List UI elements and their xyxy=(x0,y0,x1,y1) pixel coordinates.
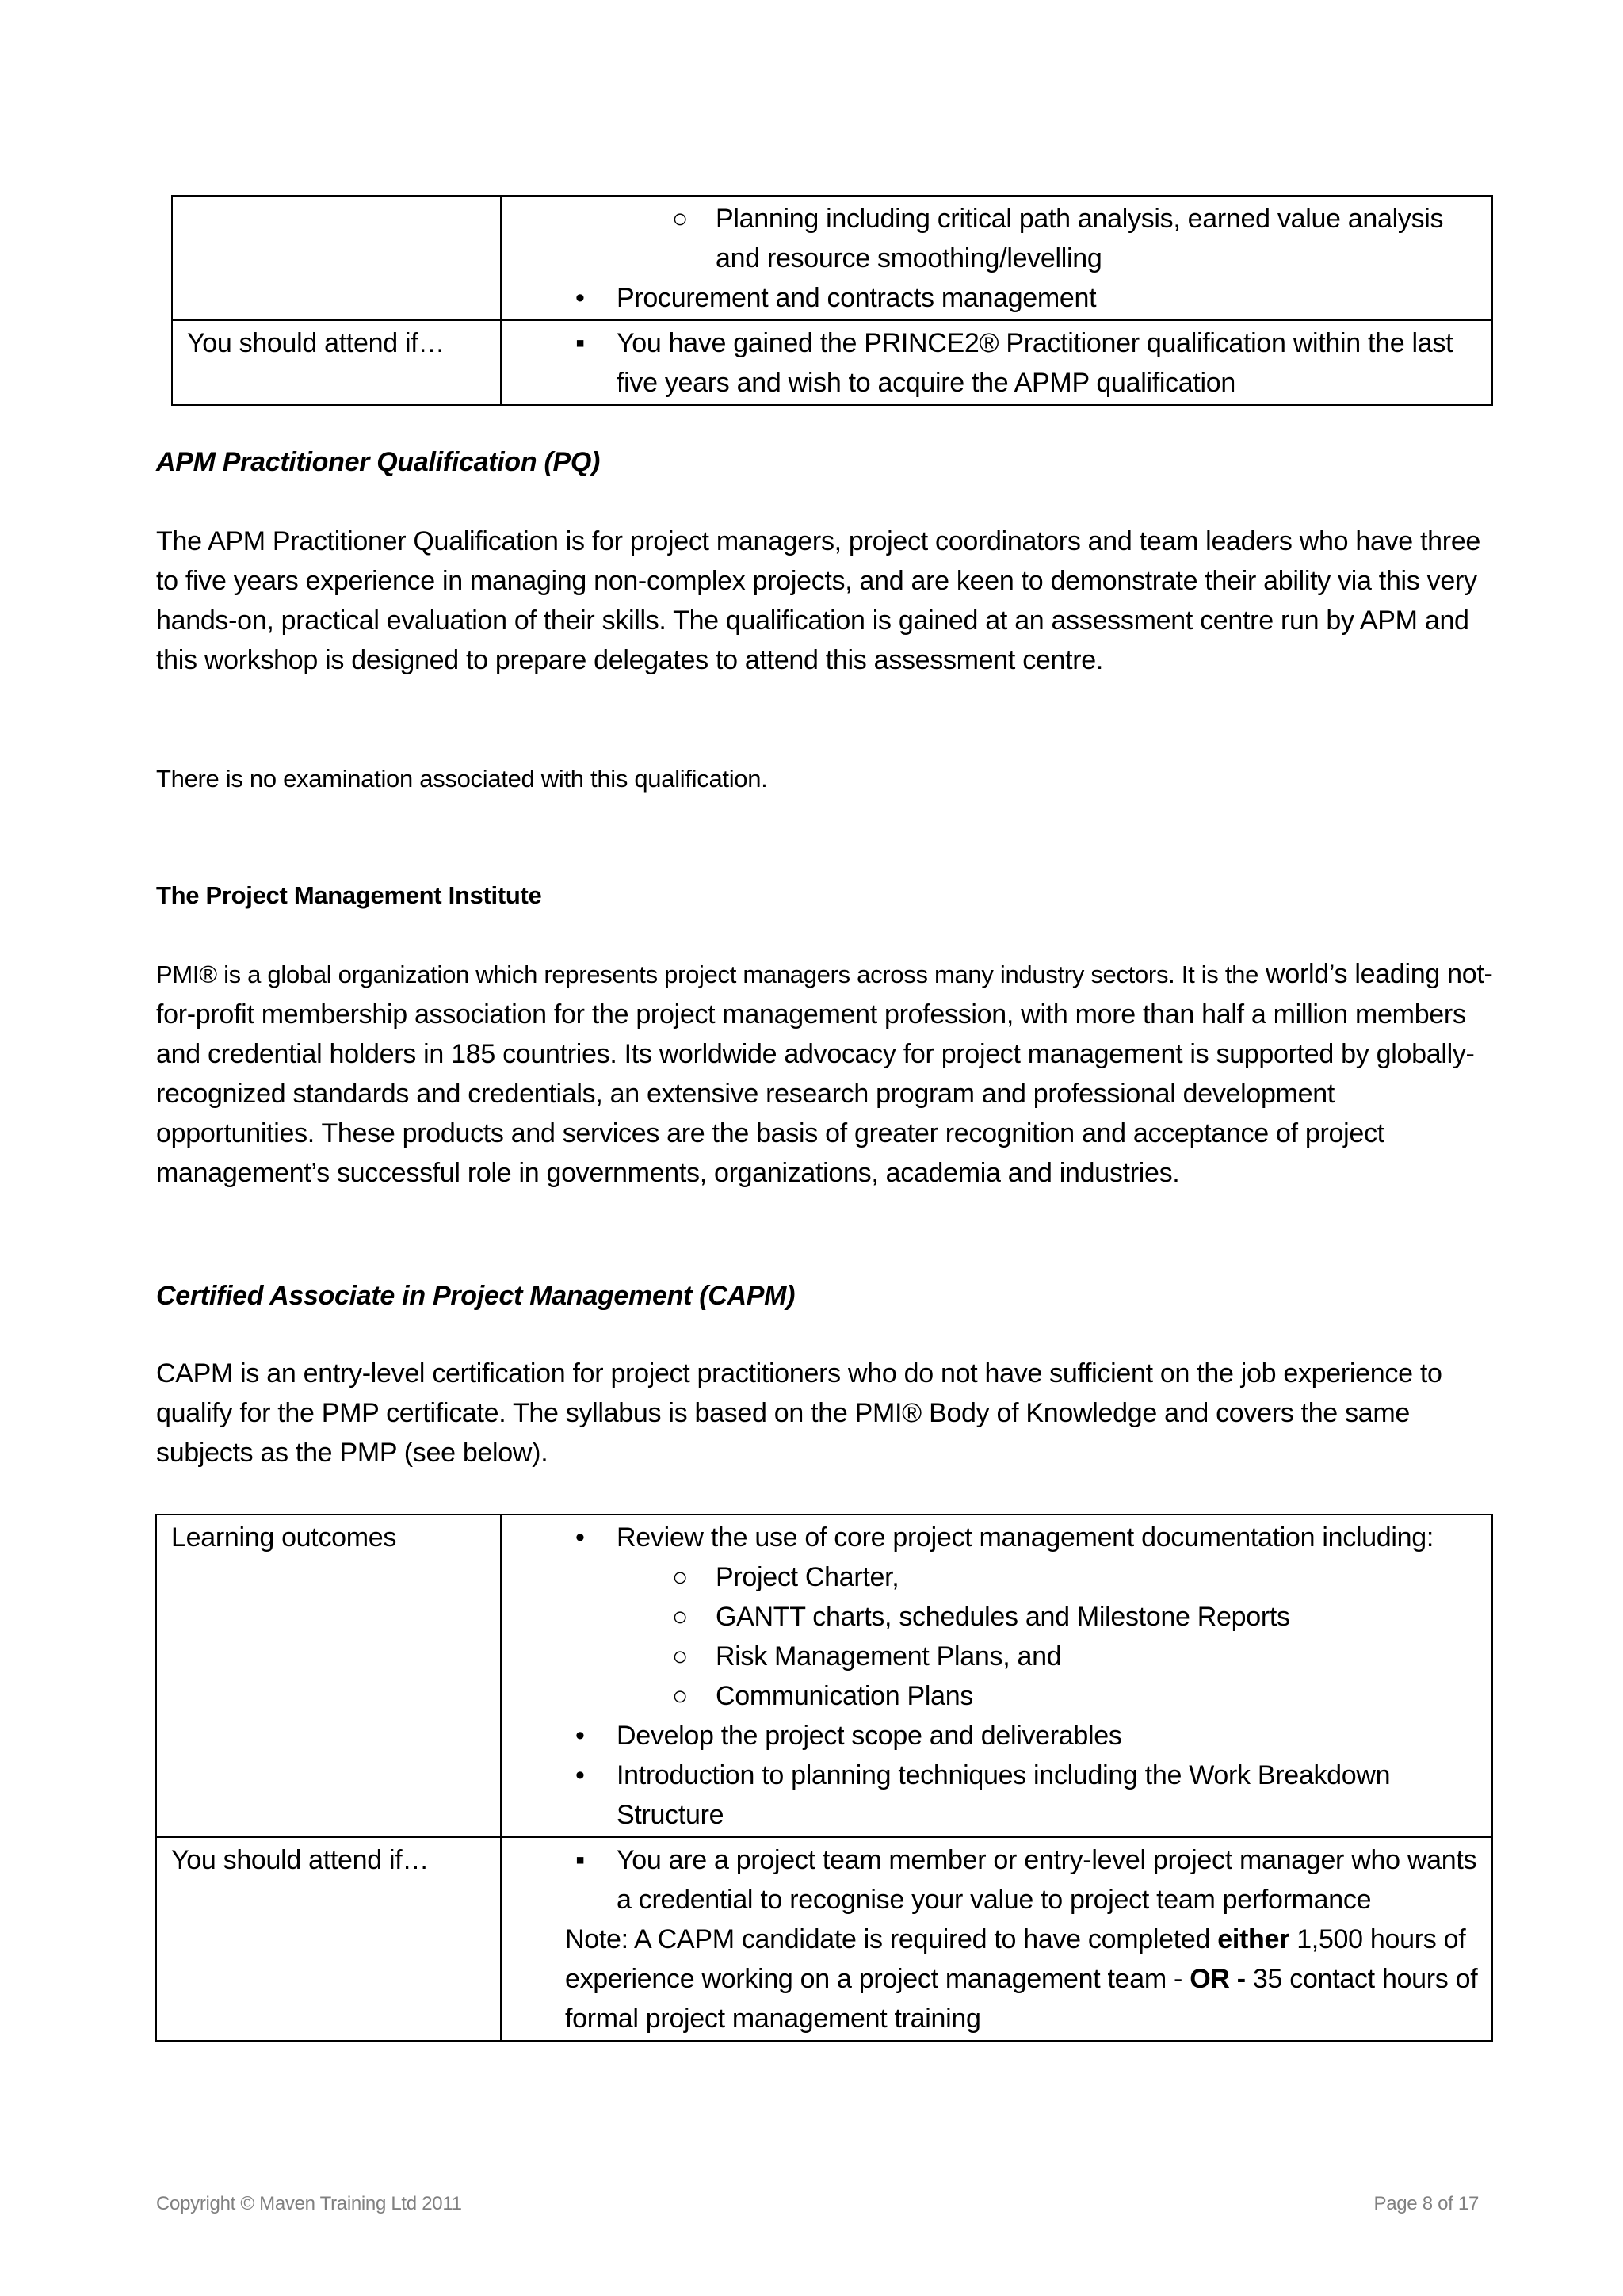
list-item xyxy=(502,199,1491,278)
list-item xyxy=(502,1637,1491,1676)
label-cell xyxy=(172,196,501,320)
capm-note xyxy=(502,1920,1491,2038)
list-item xyxy=(502,278,1491,318)
pq-note: There is no examination associated with this qualification. xyxy=(156,765,768,793)
item-text: Project Charter, xyxy=(716,1562,899,1592)
table-row xyxy=(172,196,1492,320)
list-item xyxy=(502,1597,1491,1637)
note-text: Note: A CAPM candidate is required to have completed xyxy=(565,1924,1218,1954)
list-item xyxy=(502,1755,1491,1835)
note-emphasis: either xyxy=(1217,1924,1290,1954)
table-row xyxy=(156,1837,1492,2041)
item-text: Introduction to planning techniques including the Work Breakdown Structure xyxy=(617,1760,1391,1830)
table-row xyxy=(156,1515,1492,1837)
list-item xyxy=(502,1840,1491,1920)
row-label: You should attend if… xyxy=(156,1837,501,2041)
note-text: 1,500 hours of experience working on a project management team - xyxy=(565,1924,1466,1994)
item-text: You have gained the PRINCE2® Practitioner qualification within the last five years and wish to acquire the APMP qualification xyxy=(617,328,1453,398)
bullet-icon: • xyxy=(575,1760,585,1790)
list-item xyxy=(502,323,1491,403)
item-text: You are a project team member or entry-level project manager who wants a credential to recognise your value to project team performance xyxy=(617,1845,1477,1915)
row-label: Learning outcomes xyxy=(156,1515,501,1837)
circle-bullet-icon: ○ xyxy=(672,1641,689,1671)
pq-paragraph: The APM Practitioner Qualification is for project managers, project coordinators and team leaders who have three to five years experience in managing non-complex projects, and are keen to demonstrate their ability via this very hands-on, practical evaluation of their skills. The qualification is gained at an assessment centre run by APM and this workshop is designed to prepare delegates to attend this assessment centre. xyxy=(156,526,1481,675)
content-cell xyxy=(501,196,1492,320)
item-text: Develop the project scope and deliverables xyxy=(617,1721,1122,1751)
item-text: Review the use of core project management documentation including: xyxy=(617,1522,1434,1553)
section-heading-pq: APM Practitioner Qualification (PQ) xyxy=(156,447,601,477)
bullet-icon: • xyxy=(575,1522,585,1553)
circle-bullet-icon: ○ xyxy=(672,1562,689,1592)
bullet-icon: • xyxy=(575,1721,585,1751)
capm-table xyxy=(155,1514,1493,2042)
item-text: GANTT charts, schedules and Milestone Reports xyxy=(716,1602,1290,1632)
circle-bullet-icon: ○ xyxy=(672,1602,689,1632)
item-text: Planning including critical path analysis, earned value analysis and resource smoothing/levelling xyxy=(716,204,1444,273)
square-bullet-icon: ▪ xyxy=(575,328,585,358)
list-item xyxy=(502,1676,1491,1716)
list-item xyxy=(502,1518,1491,1557)
pmi-para-start: PMI® is a global organization which represents project managers across many industry sectors. It is the xyxy=(156,961,1259,988)
item-text: Procurement and contracts management xyxy=(617,283,1097,313)
note-emphasis: OR - xyxy=(1190,1964,1246,1994)
list-item xyxy=(502,1716,1491,1755)
circle-bullet-icon: ○ xyxy=(672,204,689,234)
list-item xyxy=(502,1557,1491,1597)
section-heading-pmi: The Project Management Institute xyxy=(156,881,542,909)
note-text: 35 contact hours of formal project management training xyxy=(565,1964,1478,2034)
circle-bullet-icon: ○ xyxy=(672,1681,689,1711)
square-bullet-icon: ▪ xyxy=(575,1845,585,1875)
item-text: Communication Plans xyxy=(716,1681,974,1711)
bullet-icon: • xyxy=(575,283,585,313)
footer-copyright: Copyright © Maven Training Ltd 2011 xyxy=(156,2193,462,2214)
row-label: You should attend if… xyxy=(172,320,501,405)
pmi-para-rest: world’s leading not-for-profit membership association for the project management profession, with more than half a million members and credential holders in 185 countries. Its worldwide advocacy for project management is supported by globally-recognized standards and credentials, an extensive research program and professional development opportunities. These products and services are the basis of greater recognition and acceptance of project management’s successful role in governments, organizations, academia and industries. xyxy=(156,959,1493,1188)
section-heading-capm: Certified Associate in Project Management (CAPM) xyxy=(156,1281,796,1311)
item-text: Risk Management Plans, and xyxy=(716,1641,1062,1671)
table-row xyxy=(172,320,1492,405)
footer-page-number: Page 8 of 17 xyxy=(1373,2193,1479,2214)
capm-paragraph: CAPM is an entry-level certification for project practitioners who do not have sufficient on the job experience to qualify for the PMP certificate. The syllabus is based on the PMI® Body of Knowledge and covers the same subjects as the PMP (see below). xyxy=(156,1358,1442,1468)
pmi-paragraph xyxy=(156,954,1495,1193)
qualification-table-continued xyxy=(171,195,1493,406)
